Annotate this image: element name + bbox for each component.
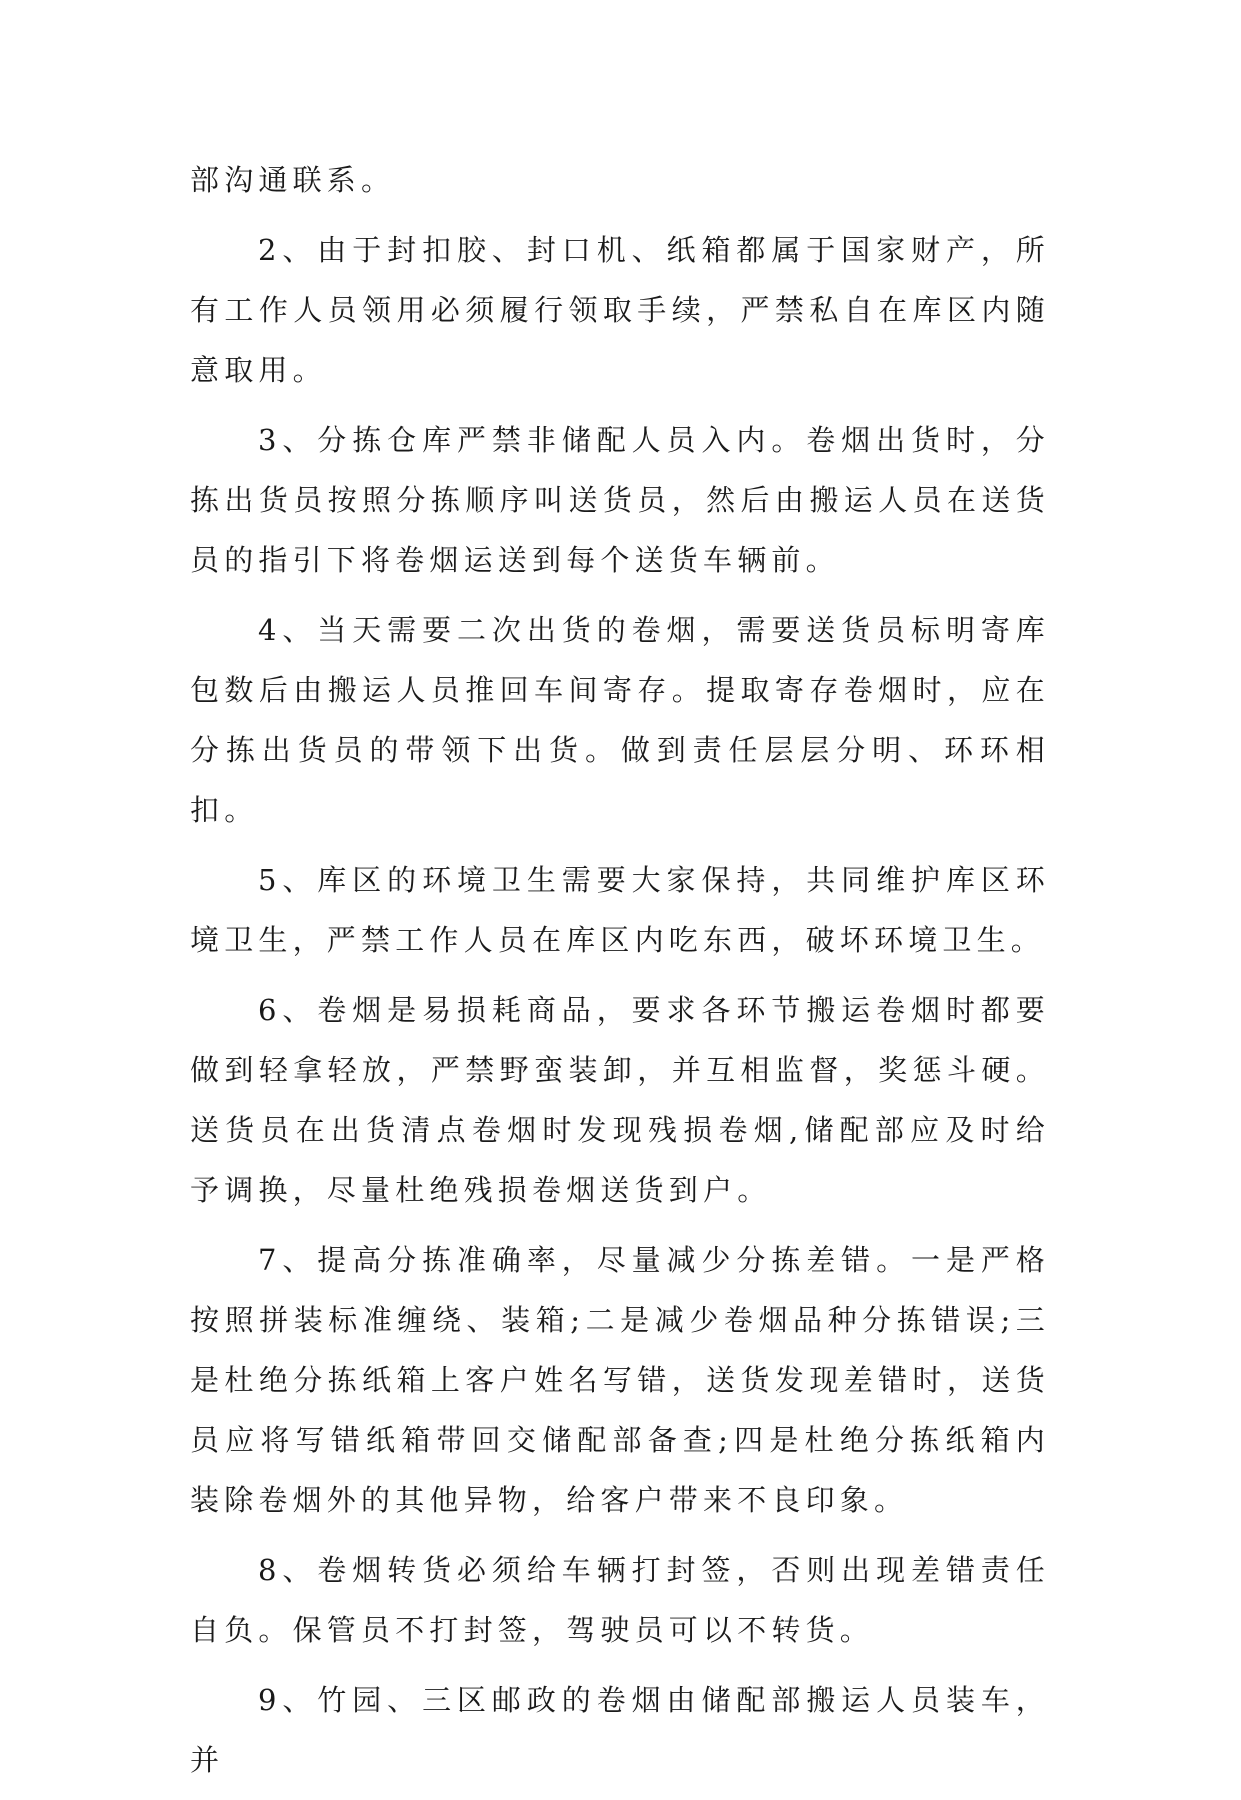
paragraph-continuation: 部沟通联系。 [190,163,396,197]
paragraph-item-9: 9、竹园、三区邮政的卷烟由储配部搬运人员装车，并 [190,1683,1050,1777]
paragraph-item-4: 4、当天需要二次出货的卷烟，需要送货员标明寄库包数后由搬运人员推回车间寄存。提取寄存卷烟时，应在分拣出货员的带领下出货。做到责任层层分明、环环相扣。 [190,613,1050,827]
paragraph-item-3: 3、分拣仓库严禁非储配人员入内。卷烟出货时，分拣出货员按照分拣顺序叫送货员，然后由搬运人员在送货员的指引下将卷烟运送到每个送货车辆前。 [190,423,1050,577]
paragraph-item-5: 5、库区的环境卫生需要大家保持，共同维护库区环境卫生，严禁工作人员在库区内吃东西，破坏环境卫生。 [190,863,1050,957]
paragraph-item-6: 6、卷烟是易损耗商品，要求各环节搬运卷烟时都要做到轻拿轻放，严禁野蛮装卸，并互相监督，奖惩斗硬。送货员在出货清点卷烟时发现残损卷烟,储配部应及时给予调换，尽量杜绝残损卷烟送货到户。 [190,993,1050,1207]
document-body [190,150,1050,1800]
paragraph-item-7: 7、提高分拣准确率，尽量减少分拣差错。一是严格按照拼装标准缠绕、装箱;二是减少卷烟品种分拣错误;三是杜绝分拣纸箱上客户姓名写错，送货发现差错时，送货员应将写错纸箱带回交储配部备查;四是杜绝分拣纸箱内装除卷烟外的其他异物，给客户带来不良印象。 [190,1243,1050,1517]
paragraph-item-2: 2、由于封扣胶、封口机、纸箱都属于国家财产，所有工作人员领用必须履行领取手续，严禁私自在库区内随意取用。 [190,233,1050,387]
paragraph-item-8: 8、卷烟转货必须给车辆打封签，否则出现差错责任自负。保管员不打封签，驾驶员可以不转货。 [190,1553,1050,1647]
